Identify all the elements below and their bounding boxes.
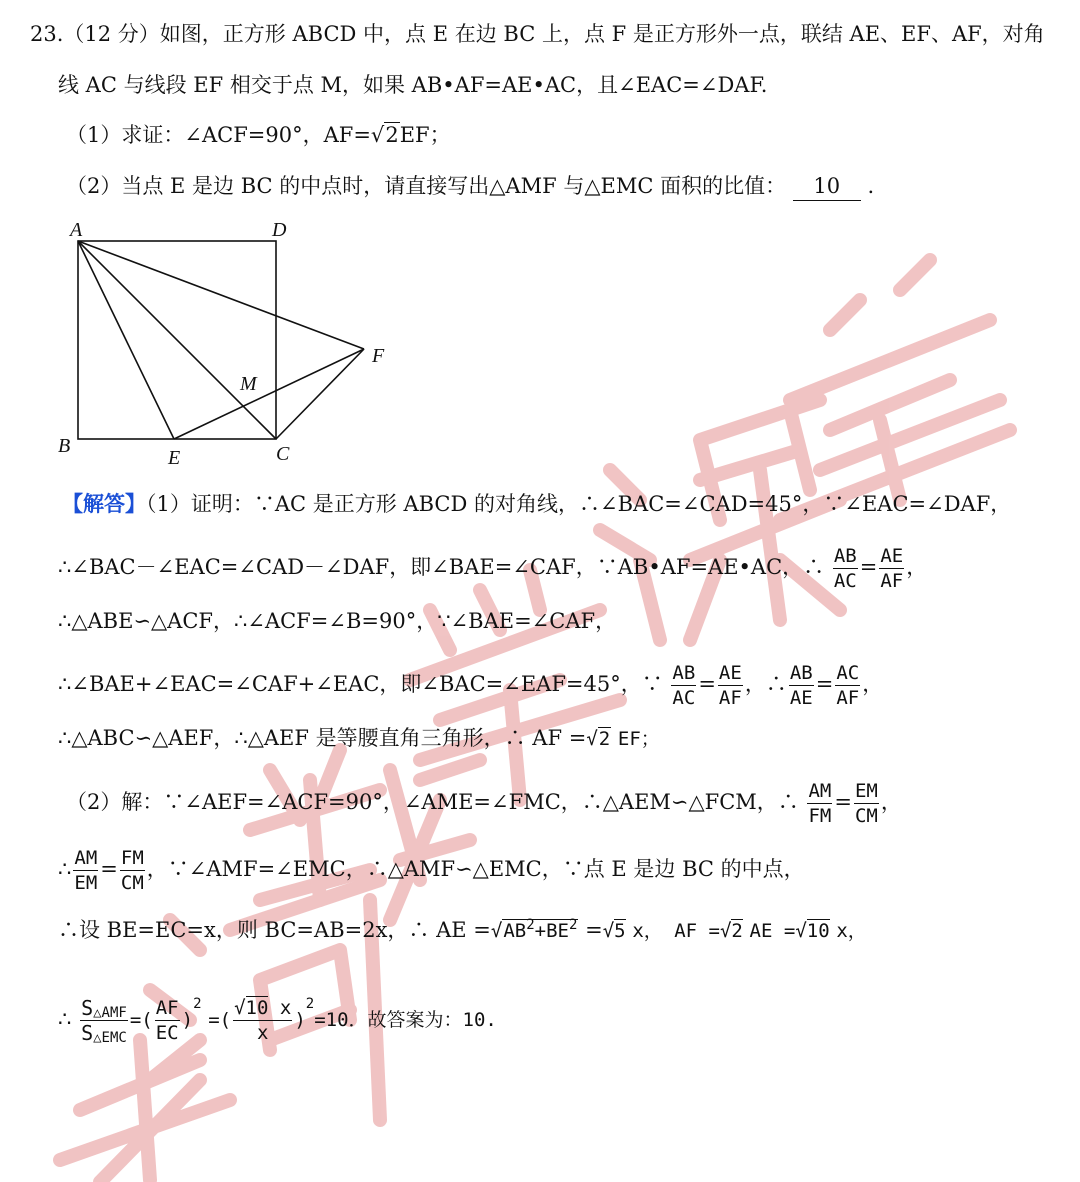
problem-header: 23.（12 分）如图，正方形 ABCD 中，点 E 在边 BC 上，点 F 是正方形外一点，联结 AE、EF、AF，对角 [30, 22, 1045, 46]
geometry-figure [50, 214, 410, 474]
solution-line-6: （2）解：∵∠AEF=∠ACF=90°，∠AME=∠FMC，∴△AEM∽△FCM，∴ $\frac{AM}{FM}$ = $\frac{EM}{CM}$ ， [66, 780, 902, 827]
problem-line-2: 线 AC 与线段 EF 相交于点 M，如果 AB•AF=AE•AC，且∠EAC=∠DAF. [58, 73, 768, 97]
label-e: E [168, 447, 181, 469]
solution-line-9: ∴ $\frac{S_{\triangle AMF}}{S_{\triangle EMC}}$ =( $\frac{AF}{EC}$ )$^2$ =( $\frac{√10 x}{x}$ )$^2$=10．故答案为：10. [58, 996, 497, 1046]
label-f: F [372, 345, 385, 367]
segment-cf [276, 349, 364, 439]
problem-part-1: （1）求证：∠ACF=90°，AF=√2EF； [66, 123, 451, 147]
segment-ef [174, 349, 364, 439]
solution-line-1: 【解答】（1）证明：∵AC 是正方形 ABCD 的对角线，∴∠BAC=∠CAD=45°，∵∠EAC=∠DAF， [62, 491, 1012, 516]
label-a: A [70, 219, 83, 241]
segment-ae [78, 241, 174, 439]
solution-line-7: ∴ $\frac{AM}{EM}$ = $\frac{FM}{CM}$ ，∵∠AMF=∠EMC，∴△AMF∽△EMC，∵点 E 是边 BC 的中点， [58, 847, 805, 894]
solution-tag: 【解答】 [62, 491, 146, 516]
label-d: D [272, 219, 287, 241]
solution-line-8: ∴设 BE=EC=x，则 BC=AB=2x，∴ AE $=√AB^2+BE^2 =√5$ x， AF =√2 AE =√10 x， [58, 917, 867, 942]
solution-line-3: ∴△ABE∽△ACF，∴∠ACF=∠B=90°，∵∠BAE=∠CAF， [58, 609, 617, 633]
label-m: M [240, 373, 257, 395]
label-b: B [58, 435, 71, 457]
diagonal-ac [78, 241, 276, 439]
answer-blank: 10 [793, 172, 861, 201]
solution-line-4: ∴∠BAE+∠EAC=∠CAF+∠EAC，即∠BAC=∠EAF=45°，∵ $\frac{AB}{AC}$ = $\frac{AE}{AF}$ ，∴ $\frac{AB}{AE}$ = $\frac{AC}{AF}$ ， [58, 662, 884, 709]
segment-af [78, 241, 364, 349]
solution-line-5: ∴△ABC∽△AEF，∴△AEF 是等腰直角三角形，∴ AF =√2 EF； [58, 726, 660, 750]
solution-line-2: ∴∠BAC－∠EAC=∠CAD－∠DAF，即∠BAE=∠CAF，∵AB•AF=AE•AC，∴ $\frac{AB}{AC}$ = $\frac{AE}{AF}$ ， [58, 545, 928, 592]
label-c: C [276, 443, 290, 465]
problem-part-2: （2）当点 E 是边 BC 的中点时，请直接写出△AMF 与△EMC 面积的比值： 10 . [66, 172, 874, 201]
